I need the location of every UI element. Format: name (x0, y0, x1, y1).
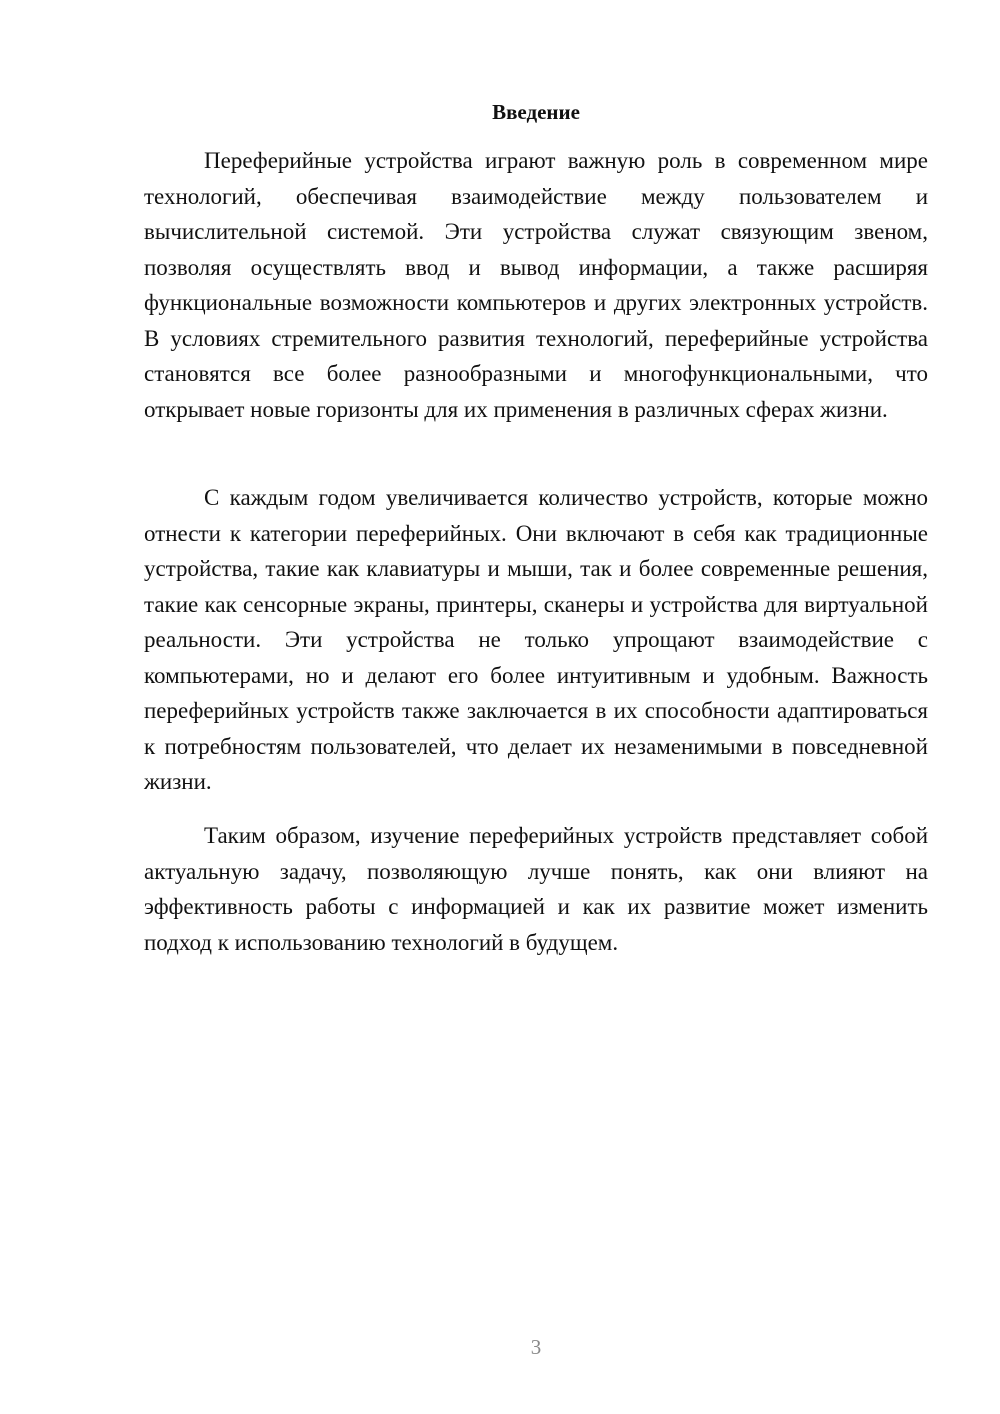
paragraph-text: С каждым годом увеличивается количество устройств, которые можно отнести к категории переферийных. Они включают в себя как традиционные устройства, такие как клавиатуры и мыши, так и более современные решения, такие как сенсорные экраны, принтеры, сканеры и устройства для виртуальной реальности. Эти устройства не только упрощают взаимодействие с компьютерами, но и делают его более интуитивным и удобным. Важность переферийных устройств также заключается в их способности адаптироваться к потребностям пользователей, что делает их незаменимыми в повседневной жизни. (144, 485, 928, 794)
page-number: 3 (530, 1335, 542, 1359)
paragraph-text: Переферийные устройства играют важную роль в современном мире технологий, обеспечивая взаимодействие между пользователем и вычислительной системой. Эти устройства служат связующим звеном, позволяя осуществлять ввод и вывод информации, а также расширяя функциональные возможности компьютеров и других электронных устройств. В условиях стремительного развития технологий, переферийные устройства становятся все более разнообразными и многофункциональными, что открывает новые горизонты для их применения в различных сферах жизни. (144, 148, 928, 422)
paragraph-text: Таким образом, изучение переферийных устройств представляет собой актуальную задачу, позволяющую лучше понять, как они влияют на эффективность работы с информацией и как их развитие может изменить подход к использованию технологий в будущем. (144, 823, 928, 955)
page-title: Введение (492, 100, 580, 124)
paragraph-3 (144, 818, 928, 960)
paragraph-1 (144, 143, 928, 427)
paragraph-2 (144, 480, 928, 800)
